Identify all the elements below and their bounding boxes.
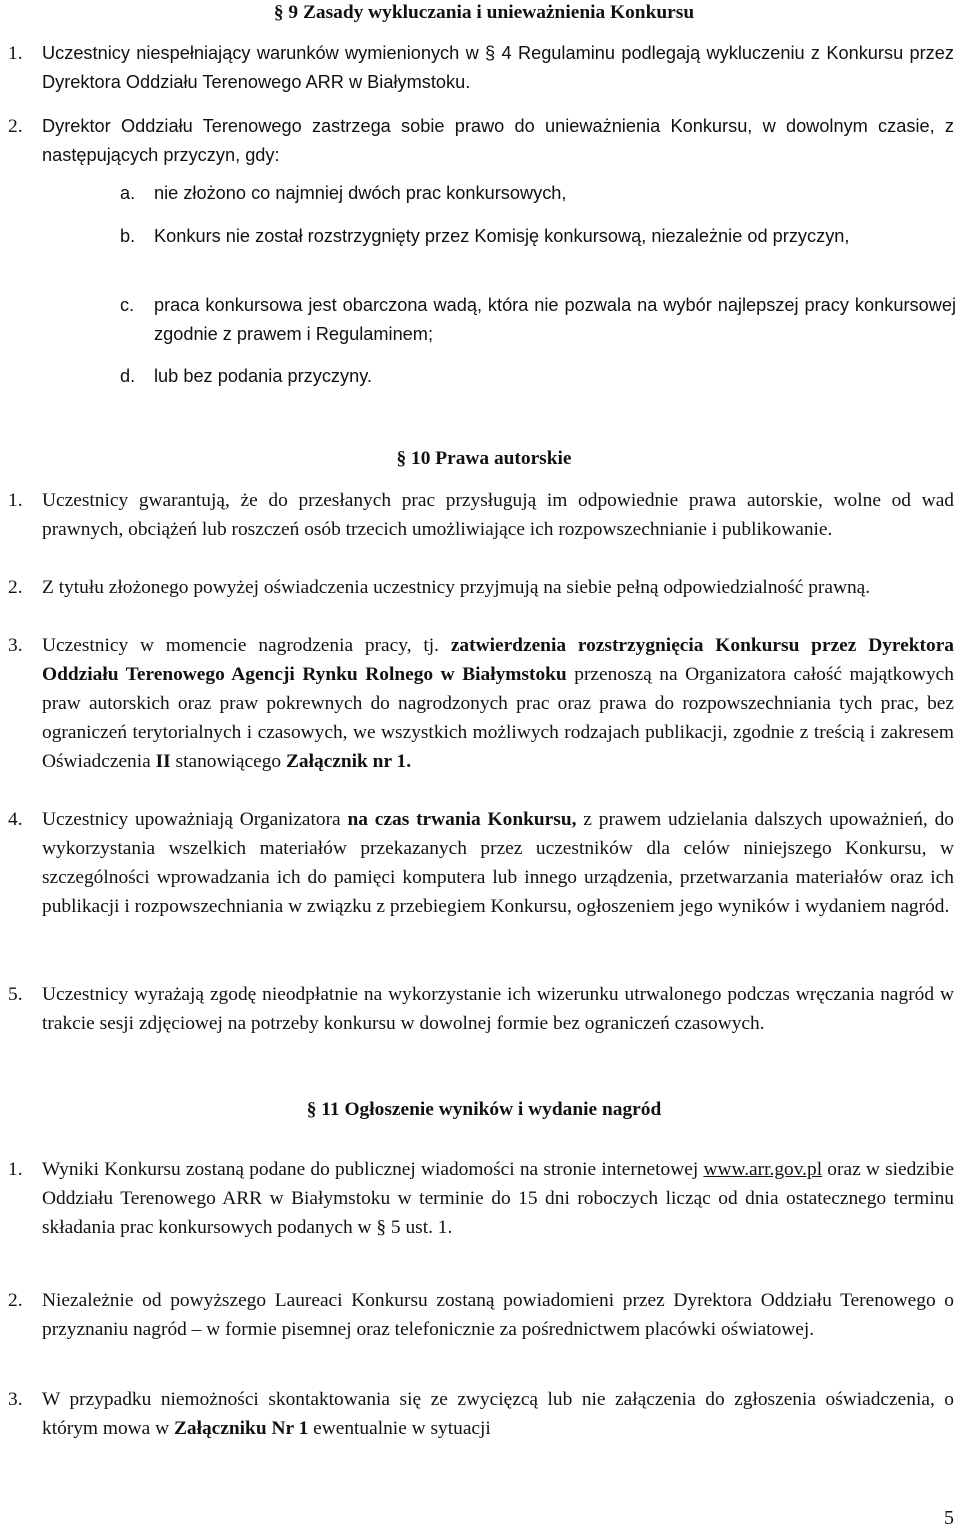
item-text: Z tytułu złożonego powyżej oświadczenia uczestnicy przyjmują na siebie pełną odpowiedzialność prawną. [42,577,871,598]
item-text [42,1385,954,1443]
text-run: stanowiącego [170,751,286,772]
item-text: Uczestnicy gwarantują, że do przesłanych prac przysługują im odpowiednie prawa autorskie, wolne od wad prawnych, obciążeń lub roszczeń osób trzecich umożliwiające ich rozpowszechnianie i publikowanie. [42,490,954,540]
item-number: 5. [8,984,23,1005]
item-number: 1. [8,490,23,511]
s9-item-2 [8,112,954,170]
s9-item-1 [8,39,954,97]
section-11-heading: § 11 Ogłoszenie wyników i wydanie nagród [306,1099,662,1120]
text-run: Uczestnicy w momencie nagrodzenia pracy, tj. [42,635,451,656]
subitem-label: c. [120,295,135,315]
page-number: 5 [944,1507,954,1529]
item-number: 2. [8,116,23,137]
item-number: 2. [8,577,23,598]
item-text [42,1155,954,1242]
item-number: 1. [8,1159,23,1180]
item-text: Uczestnicy niespełniający warunków wymienionych w § 4 Regulaminu podlegają wykluczeniu z Konkursu przez Dyrektora Oddziału Terenowego ARR w Białymstoku. [42,43,954,92]
bold-text: zatwierdzenia rozstrzygnięcia Konkursu przez Dyrektora Oddziału Terenowego Agencji Rynku Rolnego w Białymstoku [42,635,955,685]
subitem-label: d. [120,366,136,386]
text-run: Uczestnicy upoważniają Organizatora [42,809,348,830]
item-number: 3. [8,1389,23,1410]
text-run: przenoszą na Organizatora całość majątkowych praw autorskich oraz praw pokrewnych do nagrodzonych prac oraz prawa do rozpowszechniania tych prac, bez ograniczeń terytorialnych i czasowych, we wszystkich możliwych rodzajach publikacji, zgodnie z treścią i zakresem Oświadczenia [42,664,954,772]
text-run: oraz w siedzibie Oddziału Terenowego ARR w Białymstoku w terminie do 15 dni roboczych licząc od dnia ostatecznego terminu składania prac konkursowych podanych w § 5 ust. 1. [42,1159,954,1238]
item-text [42,631,954,776]
subitem-text: Konkurs nie został rozstrzygnięty przez Komisję konkursową, niezależnie od przyczyn, [154,226,850,246]
bold-text: na czas trwania Konkursu, [347,809,577,830]
item-text: Niezależnie od powyższego Laureaci Konkursu zostaną powiadomieni przez Dyrektora Oddziału Terenowego o przyznaniu nagród – w formie pisemnej oraz telefonicznie za pośrednictwem placówki oświatowej. [42,1290,954,1340]
item-text: Uczestnicy wyrażają zgodę nieodpłatnie na wykorzystanie ich wizerunku utrwalonego podczas wręczania nagród w trakcie sesji zdjęciowej na potrzeby konkursu w dowolnej formie bez ograniczeń czasowych. [42,984,954,1034]
item-number: 4. [8,809,23,830]
section-10-heading: § 10 Prawa autorskie [396,448,572,469]
subitem-text: praca konkursowa jest obarczona wadą, która nie pozwala na wybór najlepszej pracy konkursowej zgodnie z prawem i Regulaminem; [154,295,956,344]
text-run: ewentualnie w sytuacji [308,1418,491,1439]
bold-text: II [155,751,171,772]
subitem-label: b. [120,226,136,246]
text-run: Wyniki Konkursu zostaną podane do publicznej wiadomości na stronie internetowej [42,1159,704,1180]
subitem-text: lub bez podania przyczyny. [154,366,373,386]
item-number: 2. [8,1290,23,1311]
item-number: 3. [8,635,23,656]
bold-text: Załączniku Nr 1 [173,1418,309,1439]
item-text [42,805,954,921]
item-number: 1. [8,43,23,64]
text-run: W przypadku niemożności skontaktowania się ze zwycięzcą lub nie załączenia do zgłoszenia oświadczenia, o którym mowa w [42,1389,954,1439]
subitem-text: nie złożono co najmniej dwóch prac konkursowych, [154,183,567,203]
bold-text: Załącznik nr 1. [285,751,412,772]
section-9-heading: § 9 Zasady wykluczania i unieważnienia Konkursu [273,2,695,23]
text-run: z prawem udzielania dalszych upoważnień, do wykorzystania wszelkich materiałów przekazanych przez uczestników dla celów niniejszego Konkursu, w szczególności wprowadzania ich do pamięci komputera lub innego urządzenia, przetwarzania materiałów oraz ich publikacji i rozpowszechniania w związku z przebiegiem Konkursu, ogłoszeniem jego wyników i wydaniem nagród. [42,809,954,917]
item-text: Dyrektor Oddziału Terenowego zastrzega sobie prawo do unieważnienia Konkursu, w dowolnym czasie, z następujących przyczyn, gdy: [42,116,954,165]
subitem-label: a. [120,183,136,203]
website-link[interactable]: www.arr.gov.pl [703,1159,823,1180]
